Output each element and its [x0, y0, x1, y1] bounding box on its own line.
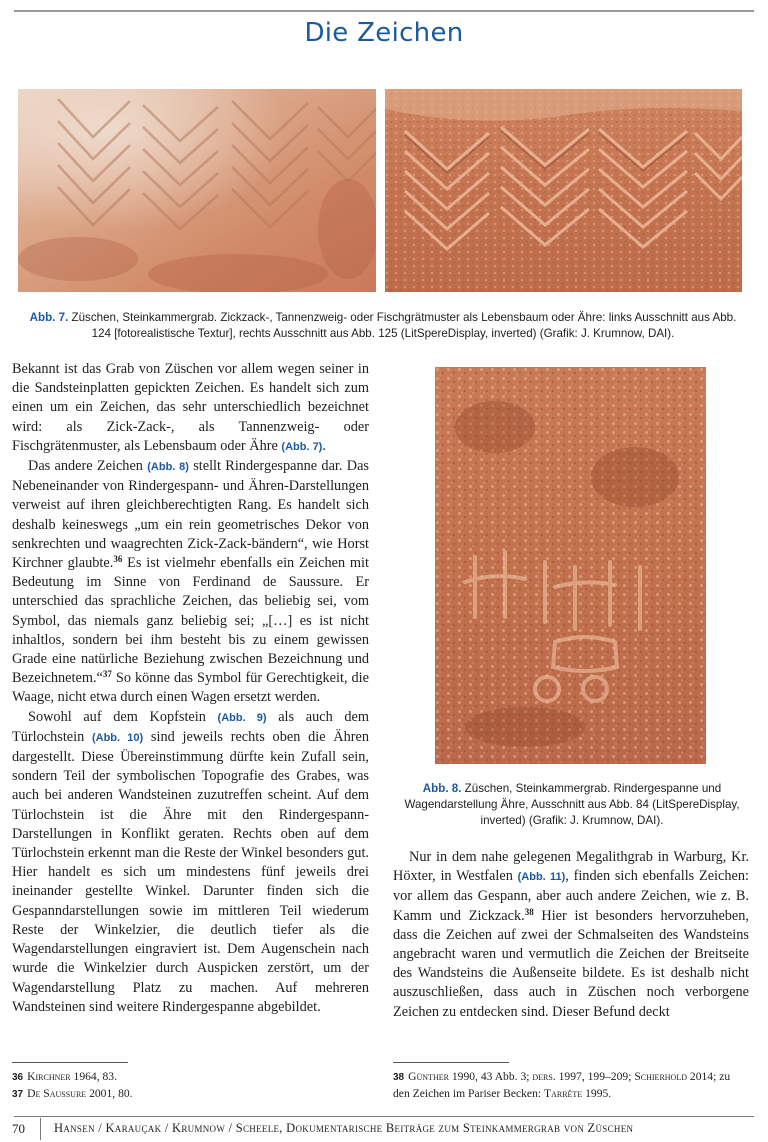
paragraph-3 [12, 708, 369, 1017]
footnote-text: 1990, 43 Abb. 3; [448, 1070, 533, 1083]
footnote-author: Schierhold [634, 1070, 687, 1083]
footnote-37 [12, 1086, 362, 1103]
figure-7-label: Abb. 7. [29, 311, 69, 324]
paragraph-3-text-a: Sowohl auf dem Kopfstein [28, 708, 218, 725]
paragraph-4-text-a: Nur in dem nahe gelegenen Megalithgrab in Warburg, Kr. Höxter, in Westfalen [393, 849, 749, 885]
footnote-number: 38 [393, 1072, 405, 1083]
page-number: 70 [12, 1121, 25, 1136]
paragraph-3-text-b: als auch dem Türlochstein [12, 708, 369, 745]
footnote-author: Kirchner [27, 1070, 71, 1083]
figure-reference[interactable]: (Abb. 7) [281, 440, 323, 453]
footnote-author: ders. [532, 1070, 556, 1083]
footnote-author: Günther [408, 1070, 449, 1083]
paragraph-1-text: Bekannt ist das Grab von Züschen vor allem wegen seiner in die Sandsteinplatten gepickten Zeichen. Es handelt sich zum einen um ein Zeichen, das sehr unterschiedlich bezeichnet wird: als Zick-Zack-, als Tannenzweig- oder Fischgrätenmuster, als Lebensbaum oder Ähre [12, 361, 369, 454]
footnote-text: 1995. [582, 1086, 612, 1100]
footer-rule [14, 1116, 754, 1117]
paragraph-2-text-a: Das andere Zeichen [28, 458, 148, 475]
footer-divider [40, 1118, 41, 1140]
footnote-author: De Saussure [27, 1086, 87, 1100]
paragraph-2-text-d: So könne das Symbol für Gerechtigkeit, die Waage, nicht etwa durch einen Wagen ersetzt werden. [12, 670, 369, 706]
figure-reference[interactable]: (Abb. 8) [147, 461, 189, 474]
footnote-text: 1964, 83. [70, 1070, 117, 1083]
paragraph-4-text-c: Hier ist besonders hervorzuheben, dass die Zeichen auf zwei der Schmalseiten des Wandsteins angebracht waren und vermutlich die Zeichen der Breitseite des Wandsteins die Außenseite bildete. Es ist deshalb nicht auszuschließen, dass auch in Züschen noch verborgene Zeichen zu entdecken sind. Dieser Befund deckt [393, 907, 750, 1020]
footnote-marker[interactable]: 38 [524, 906, 534, 917]
footnote-text: 2001, 80. [86, 1086, 133, 1100]
footnote-36 [12, 1069, 362, 1086]
top-rule [14, 10, 754, 12]
footnote-marker[interactable]: 36 [113, 554, 123, 565]
footnote-number: 37 [12, 1088, 24, 1100]
page-title: Die Zeichen [304, 18, 464, 48]
figure-8-label: Abb. 8. [422, 782, 462, 795]
footnote-divider [393, 1062, 509, 1063]
paragraph-2-text-b: stellt Rindergespanne dar. Das Nebeneinander von Rindergespann- und Ähren-Darstellungen verweist auf ihren gleichberechtigten Rang. Es handelt sich deshalb keineswegs „um ein rein geometrisches Dekor von senkrechten und waagrechten Zick-Zack-bändern“, wie Horst Kirchner glaubte. [12, 458, 369, 572]
left-column-text [12, 360, 369, 1017]
footnotes-right [393, 1062, 749, 1101]
paragraph-4-text-b: , finden sich ebenfalls Zeichen: vor allem das Gespann, aber auch andere Zeichen, wie z. B. Kamm und Zickzack. [393, 868, 749, 924]
footnote-author: Tarrête [544, 1086, 583, 1100]
figure-8-caption-text: Züschen, Steinkammergrab. Rindergespanne und Wagendarstellung Ähre, Ausschnitt aus Abb. 84 (LitSpereDisplay, inverted) (Grafik: J. Krumnow, DAI). [404, 782, 740, 827]
footnote-divider [12, 1062, 128, 1063]
figure-reference[interactable]: (Abb. 10) [91, 731, 144, 744]
figure-7-caption-text: Züschen, Steinkammergrab. Zickzack-, Tannenzweig- oder Fischgrätmuster als Lebensbaum oder Ähre: links Ausschnitt aus Abb. 124 [fotorealistische Textur], rechts Ausschnitt aus Abb. 125 (LitSpereDisplay, inverted) (Grafik: J. Krumnow, DAI). [68, 311, 737, 340]
footnote-text: 2014; zu den Zeichen im Pariser Becken: [393, 1070, 731, 1100]
paragraph-4 [393, 848, 749, 1022]
paragraph-3-text-c: sind jeweils rechts oben die Ähren dargestellt. Diese Übereinstimmung dürfte kein Zufall sein, sondern Teil der symbolischen Topografie des Grabes, was auch bei anderen Wandsteinen zuzutreffen scheint. Auf dem Türlochstein ist die Ähre mit den Rindergespann-Darstellungen in Konflikt geraten. Rechts oben auf dem Türlochstein erkennt man die Reste der Winkel besonders gut. Hier handelt es sich um mindestens fünf jeweils drei ineinander gestellte Winkel. Darunter finden sich die Gespanndarstellungen sowie im mittleren Teil wiederum Reste der Winkelzier, die deutlich tiefer als die Wagendarstellungen eingraviert ist. Dem Augenschein nach wurde die Winkelzier durch Auspicken zerstört, um der Wagendarstellung Platz zu machen. Auf mehreren Wandsteinen sind weitere Rindergespanne abgebildet. [12, 728, 369, 1015]
paragraph-2-text-c: Es ist vielmehr ebenfalls ein Zeichen mit Bedeutung im Sinne von Ferdinand de Saussure. Er unterschied das sprachliche Zeichen, das beliebig sei, vom Symbol, das niemals ganz beliebig sei; „[…] es ist nicht inhaltlos, sondern bei ihm besteht bis zu einem gewissen Grade eine natürliche Beziehung zwischen Bezeichnung und Bezeichnetem.“ [12, 555, 369, 687]
figure-reference[interactable]: (Abb. 9) [217, 711, 267, 724]
figure-8-render [435, 367, 706, 764]
figure-8-caption [402, 781, 742, 829]
footnote-marker[interactable]: 37 [102, 669, 112, 680]
paragraph-2 [12, 457, 369, 708]
footnotes-left [12, 1062, 362, 1102]
figure-7-right-render [385, 89, 742, 292]
figure-7-left-photo [18, 89, 376, 292]
footnote-number: 36 [12, 1072, 24, 1083]
paragraph-1 [12, 360, 369, 457]
running-footer: Hansen / Karauçak / Krumnow / Scheele, Dokumentarische Beiträge zum Steinkammergrab von Züschen [54, 1121, 634, 1135]
paragraph-1-end: . [322, 437, 326, 454]
figure-7-caption [22, 310, 744, 342]
footnote-38 [393, 1069, 749, 1101]
figure-reference[interactable]: (Abb. 11) [517, 871, 566, 884]
right-column-text [393, 848, 749, 1022]
footnote-text: 1997, 199–209; [555, 1070, 635, 1083]
